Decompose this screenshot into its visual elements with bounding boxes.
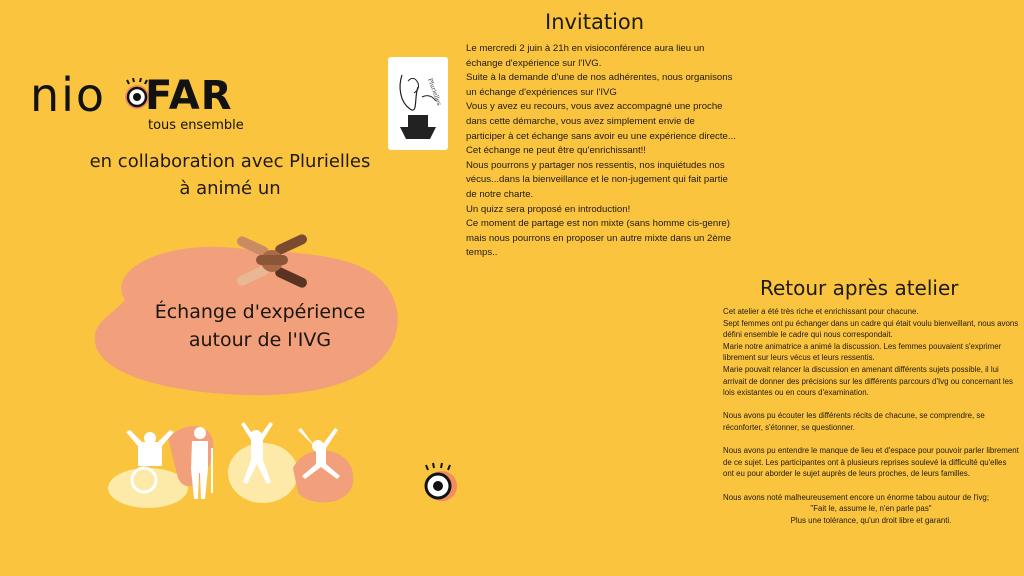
collaboration-text <box>60 148 400 202</box>
eye-icon <box>418 460 462 504</box>
plurielles-logo <box>388 57 448 150</box>
retour-paragraph: Nous avons pu entendre le manque de lieu et d'espace pour pouvoir parler librement de ce sujet. Les participantes ont à plusieurs reprises soulevé la difficulté qu'elles ont eu pour aborder le sujet auprès de leurs proches, de leurs familles. <box>723 446 1019 479</box>
nio-far-logo <box>30 70 250 140</box>
workshop-line-2: autour de l'IVG <box>188 329 332 351</box>
retour-paragraph: Nous avons noté malheureusement encore un énorme tabou autour de l'ivg; <box>723 492 990 502</box>
invitation-paragraph: Un quizz sera proposé en introduction! <box>466 203 631 215</box>
svg-text:Plurielles: Plurielles <box>426 77 443 107</box>
invitation-title: Invitation <box>545 10 645 34</box>
retour-closing: Plus une tolérance, qu'un droit libre et garanti. <box>790 515 952 525</box>
collab-line-1: en collaboration avec Plurielles <box>89 151 371 172</box>
invitation-paragraph: Cet échange ne peut être qu'enrichissant!! <box>466 145 646 157</box>
logo-text-nio: nio <box>30 68 107 122</box>
collab-line-2: à animé un <box>179 178 281 199</box>
retour-quote: "Fait le, assume le, n'en parle pas" <box>810 504 932 514</box>
logo-tagline: tous ensemble <box>148 118 244 133</box>
logo-text-far: FAR <box>145 73 233 119</box>
invitation-paragraph: Ce moment de partage est non mixte (sans homme cis-genre) mais nous pourrons en proposer un autre mixte dans un 2ème temps.. <box>466 218 732 259</box>
hands-together-icon <box>232 233 312 291</box>
retour-title: Retour après atelier <box>760 276 959 300</box>
invitation-body <box>466 42 736 261</box>
retour-paragraph: Marie pouvait relancer la discussion en amenant différents sujets possible, il lui arrivait de donner des précisions sur les différents parcours d'Ivg ou concernant les lois existantes ou en cours d'examination. <box>723 364 1013 398</box>
workshop-line-1: Échange d'expérience <box>154 301 366 323</box>
retour-body <box>723 306 1019 526</box>
invitation-paragraph: Nous pourrons y partager nos ressentis, nos inquiétudes nos vécus...dans la bienveillance et le non-jugement qui fait partie de notre charte. <box>466 159 728 200</box>
workshop-title <box>120 298 400 354</box>
invitation-paragraph: Suite à la demande d'une de nos adhérentes, nous organisons un échange d'expériences sur l'IVG <box>466 72 733 98</box>
people-celebrating-illustration <box>108 418 368 508</box>
retour-paragraph: Cet atelier a été très riche et enrichissant pour chacune. <box>723 307 919 316</box>
retour-paragraph: Nous avons pu écouter les différents récits de chacune, se comprendre, se réconforter, s'étonner, se questionner. <box>723 411 985 432</box>
invitation-paragraph: Vous y avez eu recours, vous avez accompagné une proche dans cette démarche, vous avez simplement envie de participer à cet échange sans avoir eu une expérience directe... <box>466 101 736 142</box>
plurielles-drawing-icon <box>388 57 448 150</box>
retour-paragraph: Sept femmes ont pu échanger dans un cadre qui était voulu bienveillant, nous avons défini ensemble le cadre qui nous correspondait. <box>723 318 1019 340</box>
retour-paragraph: Marie notre animatrice a animé la discussion. Les femmes pouvaient s'exprimer librement sur leurs vécus et leurs ressentis. <box>723 341 1002 363</box>
invitation-paragraph: Le mercredi 2 juin à 21h en visioconférence aura lieu un échange d'expérience sur l'IVG. <box>466 43 705 69</box>
